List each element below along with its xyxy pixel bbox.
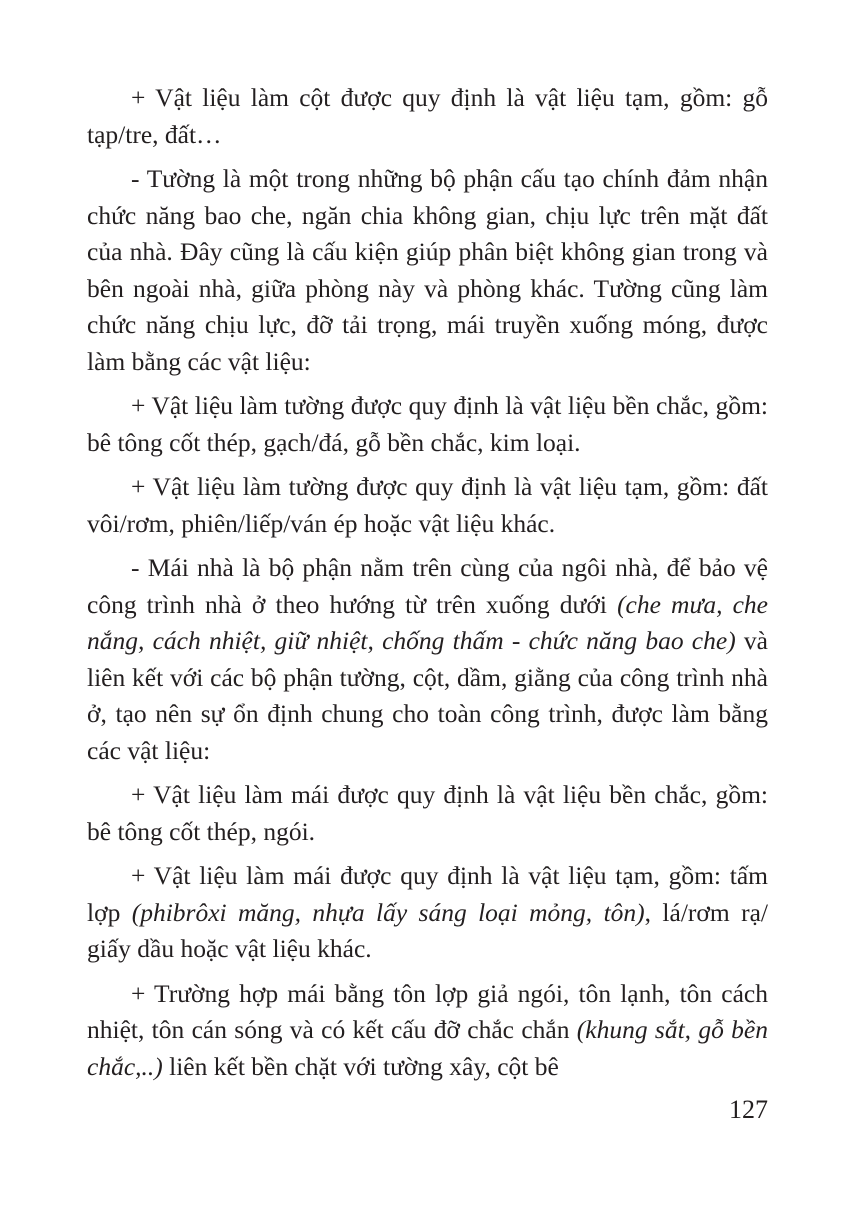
text-run: + Vật liệu làm mái được quy định là vật liệu tạm, gồm: tấm lợp [87,861,768,927]
paragraph-5 [87,550,768,769]
text-run: + Vật liệu làm mái được quy định là vật liệu bền chắc, gồm: bê tông cốt thép, ngói. [87,780,768,846]
italic-note: (che mưa, che nắng, cách nhiệt, giữ nhiệt, chống thấm - chức năng bao che) [87,589,768,655]
text-run: và liên kết với các bộ phận tường, cột, dầm, giằng của công trình nhà ở, tạo nên sự ổn định chung cho toàn công trình, được làm bằng các vật liệu: [87,626,768,765]
text-run: - Tường là một trong những bộ phận cấu tạo chính đảm nhận chức năng bao che, ngăn chia không gian, chịu lực trên mặt đất của nhà. Đây cũng là cấu kiện giúp phân biệt không gian trong và bên ngoài nhà, giữa phòng này và phòng khác. Tường cũng làm chức năng chịu lực, đỡ tải trọng, mái truyền xuống móng, được làm bằng các vật liệu: [87,164,768,376]
paragraph-1 [87,80,768,153]
text-run: - Mái nhà là bộ phận nằm trên cùng của ngôi nhà, để bảo vệ công trình nhà ở theo hướng từ trên xuống dưới [87,553,768,619]
paragraph-8 [87,976,768,1086]
italic-note: (khung sắt, gỗ bền chắc,..) [87,1015,769,1081]
italic-note: (phibrôxi măng, nhựa lấy sáng loại mỏng, tôn) [131,897,645,927]
paragraph-3 [87,388,768,461]
paragraph-6 [87,777,768,850]
page-body [87,80,768,1093]
text-run: + Trường hợp mái bằng tôn lợp giả ngói, tôn lạnh, tôn cách nhiệt, tôn cán sóng và có kết cấu đỡ chắc chắn [87,978,768,1044]
page-number: 127 [729,1095,768,1124]
text-run: + Vật liệu làm tường được quy định là vật liệu bền chắc, gồm: bê tông cốt thép, gạch/đá, gỗ bền chắc, kim loại. [87,391,768,457]
text-run: liên kết bền chặt với tường xây, cột bê [162,1051,559,1081]
paragraph-7 [87,858,768,968]
paragraph-4 [87,469,768,542]
text-run: , lá/rơm rạ/ giấy dầu hoặc vật liệu khác. [87,897,768,963]
paragraph-2 [87,161,768,380]
text-run: + Vật liệu làm cột được quy định là vật liệu tạm, gồm: gỗ tạp/tre, đất… [87,83,768,149]
text-run: + Vật liệu làm tường được quy định là vật liệu tạm, gồm: đất vôi/rơm, phiên/liếp/ván ép hoặc vật liệu khác. [87,472,768,538]
